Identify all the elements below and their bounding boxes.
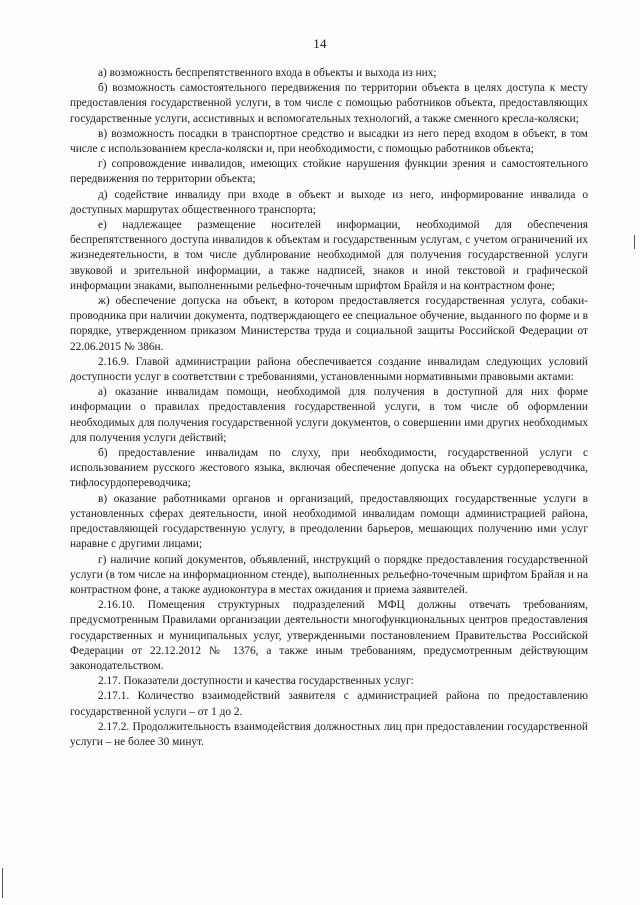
paragraph: г) наличие копий документов, объявлений, инструкций о порядке предоставления государственной услуги (в том числе на информационном стенде), выполненных рельефно-точечным шрифтом Брайля и на контрастном фоне, а также аудиоконтура в местах ожидания и приема заявителей. bbox=[70, 553, 588, 596]
paragraph: 2.16.10. Помещения структурных подразделений МФЦ должны отвечать требованиям, предусмотренным Правилами организации деятельности многофункциональных центров предоставления государственных и муниципальных услуг, утвержденными постановлением Правительства Российской Федерации от 22.12.2012 № 1376, а также иным требованиям, предусмотренным действующим законодательством. bbox=[70, 599, 588, 672]
paragraph: б) предоставление инвалидам по слуху, при необходимости, государственной услуги с использованием русского жестового языка, включая обеспечение допуска на объект сурдопереводчика, тифлосурдопереводчика; bbox=[70, 447, 588, 490]
paragraph: 2.16.9. Главой администрации района обеспечивается создание инвалидам следующих условий доступности услуг в соответствии с требованиями, установленными нормативными правовыми актами: bbox=[70, 355, 588, 384]
scan-mark-left bbox=[2, 868, 3, 898]
paragraph: а) возможность беспрепятственного входа в объекты и выхода из них; bbox=[98, 67, 437, 79]
document-body bbox=[70, 66, 588, 750]
paragraph: в) оказание работниками органов и организаций, предоставляющих государственные услуги в установленных сферах деятельности, иной необходимой инвалидам помощи администрацией района, предоставляющей государственную услугу, в преодолении барьеров, мешающих получению ими услуг наравне с другими лицами; bbox=[70, 492, 588, 551]
paragraph: 2.17.2. Продолжительность взаимодействия должностных лиц при предоставлении государственной услуги – не более 30 минут. bbox=[70, 720, 588, 748]
paragraph: д) содействие инвалиду при входе в объект и выходе из него, информирование инвалида о доступных маршрутах общественного транспорта; bbox=[70, 188, 588, 216]
paragraph: 2.17.1. Количество взаимодействий заявителя с администрацией района по предоставлению государственной услуги – от 1 до 2. bbox=[70, 690, 588, 718]
page-number: 14 bbox=[313, 36, 327, 51]
scan-mark-right bbox=[634, 235, 635, 249]
paragraph: е) надлежащее размещение носителей информации, необходимой для обеспечения беспрепятственного доступа инвалидов к объектам и государственным услугам, с учетом ограничений их жизнедеятельности, в том числе дублирование необходимой для получения государственной услуги звуковой и зрительной информации, а также надписей, знаков и иной текстовой и графической информации знаками, выполненными рельефно-точечным шрифтом Брайля и на контрастном фоне; bbox=[70, 219, 588, 292]
paragraph: а) оказание инвалидам помощи, необходимой для получения в доступной для них форме информации о правилах предоставления государственной услуги, в том числе об оформлении необходимых для получения государственной услуги документов, о совершении ими других необходимых для получения услуги действий; bbox=[70, 386, 588, 444]
paragraph: б) возможность самостоятельного передвижения по территории объекта в целях доступа к месту предоставления государственной услуги, в том числе с помощью работников объекта, предоставляющих государственные услуги, ассистивных и вспомогательных технологий, а также сменного кресла-коляски; bbox=[70, 82, 588, 125]
paragraph: г) сопровождение инвалидов, имеющих стойкие нарушения функции зрения и самостоятельного передвижения по территории объекта; bbox=[70, 158, 588, 186]
paragraph: 2.17. Показатели доступности и качества государственных услуг: bbox=[98, 675, 414, 688]
paragraph: в) возможность посадки в транспортное средство и высадки из него перед входом в объект, в том числе с использованием кресла-коляски и, при необходимости, с помощью работников объекта; bbox=[70, 127, 588, 156]
paragraph: ж) обеспечение допуска на объект, в котором предоставляется государственная услуга, собаки-проводника при наличии документа, подтверждающего ее специальное обучение, выданного по форме и в порядке, утвержденном приказом Министерства труда и социальной защиты Российской Федерации от 22.06.2015 № 386н. bbox=[70, 295, 588, 353]
